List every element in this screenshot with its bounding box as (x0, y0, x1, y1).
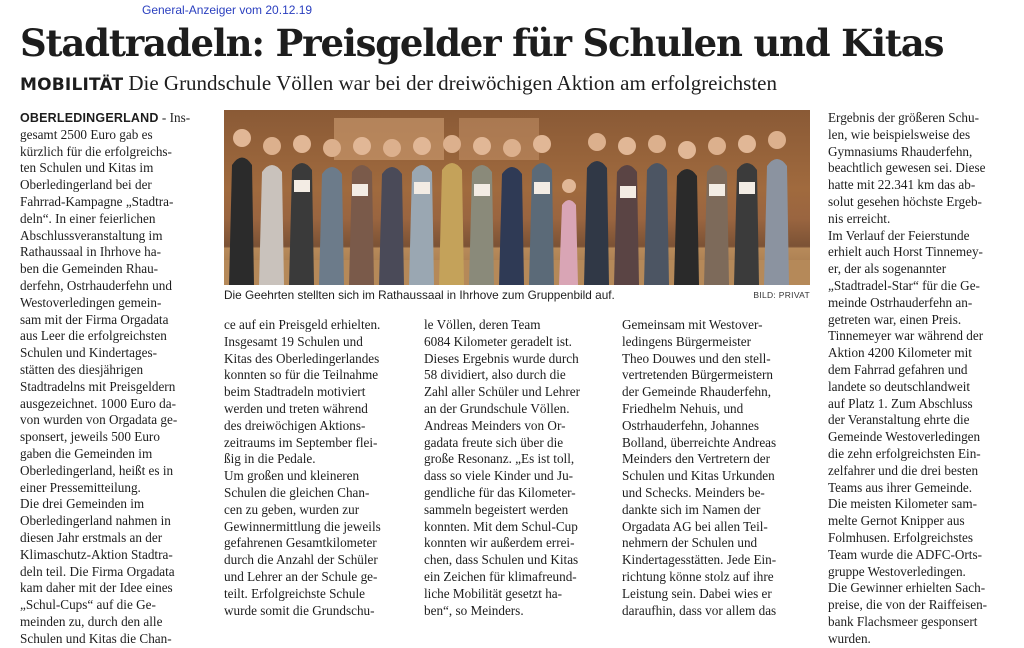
source-note: General-Anzeiger vom 20.12.19 (142, 3, 313, 17)
article-line: kürzlich für die erfolgreichs- (20, 143, 172, 159)
article-line: Team wurde die ADFC-Orts- (828, 546, 982, 562)
article-line: deln teil. Die Firma Orgadata (20, 563, 175, 579)
article-line: Oberledingerland bei der (20, 177, 152, 193)
article-line: Dieses Ergebnis wurde durch (424, 350, 579, 366)
article-line: erhielt auch Horst Tinnemey- (828, 244, 983, 260)
article-line: meinde Ostrhauderfehn an- (828, 294, 973, 310)
article-line: auf Platz 1. Zum Abschluss (828, 395, 973, 411)
article-line: kam daher mit der Idee eines (20, 580, 173, 596)
article-line: einer Pressemitteilung. (20, 479, 141, 495)
article-line: nehmern der Schulen und (622, 535, 758, 551)
article-line: ce auf ein Preisgeld erhielten. (224, 317, 381, 332)
article-line: der Veranstaltung ehrte die (828, 412, 970, 428)
group-photo-illustration (224, 110, 810, 285)
article-line: ausgezeichnet. 1000 Euro da- (20, 395, 176, 411)
article-line: konnten so für die Teilnahme (224, 367, 379, 383)
article-line: gruppe Westoverledingen. (828, 563, 966, 579)
article-line: le Völlen, deren Team (424, 317, 541, 332)
article-line: 6084 Kilometer geradelt ist. (424, 333, 572, 349)
article-line: cen zu geben, wurden zur (224, 501, 360, 517)
article-line: Kitas des Oberledingerlandes (224, 350, 380, 366)
article-line: hatte mit 22.341 km das ab- (828, 177, 976, 193)
article-line: Gymnasiums Rhauderfehn, (828, 143, 973, 159)
article-line: Leistung sein. Dabei wies er (622, 585, 772, 601)
article-line: 58 dividiert, also durch die (424, 367, 566, 383)
article-line: und Lehrer an der Schule ge- (224, 568, 378, 584)
article-line: diesen Jahr erstmals an der (20, 529, 163, 545)
article-line: der Gemeinde Rhauderfehn, (622, 384, 772, 400)
article-line: er, der als sogenannter (828, 261, 947, 277)
article-line: Im Verlauf der Feierstunde (828, 227, 970, 243)
article-line: Die Gewinner erhielten Sach- (828, 580, 986, 596)
article-line: dass so viele Kinder und Ju- (424, 468, 574, 484)
article-line: sammeln begeistert werden (424, 501, 569, 517)
article-line: und Schecks. Meinders be- (622, 484, 765, 500)
article-line: Klimaschutz-Aktion Stadtra- (20, 546, 173, 562)
article-line: Andreas Meinders von Or- (424, 417, 566, 433)
article-line: Folmhusen. Erfolgreichstes (828, 529, 974, 545)
article-line: Aktion 4200 Kilometer mit (828, 345, 972, 361)
article-line: Bolland, überreichte Andreas (622, 434, 777, 450)
article-line: stätten des diesjährigen (20, 361, 144, 377)
kicker: MOBILITÄT (20, 75, 124, 95)
article-line: Gemeinsam mit Westover- (622, 317, 763, 332)
article-line: „Stadtradel-Star“ für die Ge- (828, 277, 980, 293)
article-line: gaben die Gemeinden im (20, 445, 153, 461)
article-line: aus Leer die erfolgreichsten (20, 328, 167, 344)
article-line: „Schul-Cups“ auf die Ge- (20, 597, 156, 613)
article-line: ben“, so Meinders. (424, 602, 524, 618)
article-line: von wurden von Orgadata ge- (20, 412, 178, 428)
article-line: beachtlich gewesen sei. Diese (828, 160, 986, 176)
article-line: dem Fahrrad gefahren und (828, 361, 968, 377)
article-line: Schulen die gleichen Chan- (224, 484, 370, 500)
article-line: konnten wir außerdem errei- (424, 535, 575, 551)
article-line: Theo Douwes und den stell- (622, 350, 771, 366)
article-line: OBERLEDINGERLAND - Ins- (20, 110, 191, 125)
article-line: Teams aus ihrer Gemeinde. (828, 479, 973, 495)
article-line: durch die Anzahl der Schüler (224, 552, 378, 568)
article-line: des dreiwöchigen Aktions- (224, 417, 366, 433)
article-line: Westoverledingen gemein- (20, 294, 162, 310)
article-line: Schulen und Kitas Urkunden (622, 468, 775, 484)
article-line: große Resonanz. „Es ist toll, (424, 451, 575, 467)
article-line: solut gesehen höchste Ergeb- (828, 193, 982, 209)
article-line: Schulen und Kitas die Chan- (20, 630, 172, 646)
article-line: melte Gernot Knipper aus (828, 513, 965, 529)
photo-credit: BILD: PRIVAT (753, 290, 810, 300)
article-line: Die meisten Kilometer sam- (828, 496, 978, 512)
article-line: ein Zeichen für klimafreund- (424, 568, 577, 584)
article-line: richtung könne stolz auf ihre (622, 568, 774, 584)
article-line: ßig in die Pedale. (224, 451, 316, 467)
article-line: zelfahrer und die drei besten (828, 462, 979, 478)
article-line: gendliche für das Kilometer- (424, 484, 576, 500)
article-line: werden und treten während (224, 400, 368, 416)
article-line: Friedhelm Nehuis, und (622, 400, 744, 416)
article-line: Insgesamt 19 Schulen und (224, 333, 363, 349)
article-line: ben die Gemeinden Rhau- (20, 261, 159, 277)
article-column-5 (828, 110, 1018, 648)
article-line: Fahrrad-Kampagne „Stadtra- (20, 193, 174, 209)
article-line: Ergebnis der größeren Schu- (828, 110, 979, 125)
article-line: Rathaussaal in Ihrhove ha- (20, 244, 161, 260)
headline: Stadtradeln: Preisgelder für Schulen und Kitas (20, 21, 944, 65)
article-line: wurde somit die Grundschu- (224, 602, 375, 618)
subheadline-row (20, 69, 777, 97)
article-column-4 (622, 317, 812, 619)
article-line: daraufhin, dass vor allem das (622, 602, 777, 618)
article-line: Stadtradelns mit Preisgeldern (20, 378, 176, 394)
article-line: chen, dass Schulen und Kitas (424, 552, 579, 568)
article-line: Ostrhauderfehn, Johannes (622, 417, 759, 433)
article-line: sam mit der Firma Orgadata (20, 311, 169, 327)
article-line: Tinnemeyer war während der (828, 328, 984, 344)
article-line: Gewinnermittlung die jeweils (224, 518, 381, 534)
article-line: Schulen und Kindertages- (20, 345, 157, 361)
article-line: vertretenden Bürgermeistern (622, 367, 773, 383)
article-line: derfehn, Ostrhauderfehn und (20, 277, 172, 293)
article-line: gefahrenen Gesamtkilometer (224, 535, 377, 551)
article-line: Orgadata AG bei allen Teil- (622, 518, 768, 534)
article-line: Gemeinde Westoverledingen (828, 429, 981, 445)
article-line: Kindertagesstätten. Jede Ein- (622, 552, 777, 568)
article-line: an der Grundschule Völlen. (424, 400, 570, 416)
article-line: wurden. (828, 630, 871, 646)
article-line: zeitraums im September flei- (224, 434, 378, 450)
article-line: ten Schulen und Kitas im (20, 160, 154, 176)
article-line: teilt. Erfolgreichste Schule (224, 585, 365, 601)
photo-caption-row (224, 288, 810, 304)
article-line: len, wie beispielsweise des (828, 126, 971, 142)
article-column-3 (424, 317, 614, 619)
article-line: Meinders den Vertretern der (622, 451, 771, 467)
article-line: Die drei Gemeinden im (20, 496, 145, 512)
article-line: sponsert, jeweils 500 Euro (20, 429, 160, 445)
article-line: deln“. In einer feierlichen (20, 210, 156, 226)
article-line: Zahl aller Schüler und Lehrer (424, 384, 580, 400)
article-line: Oberledingerland nahmen in (20, 513, 171, 529)
article-line: gadata freute sich über die (424, 434, 564, 450)
article-line: liche Mobilität gesetzt ha- (424, 585, 563, 601)
subheadline: Die Grundschule Völlen war bei der dreiwöchigen Aktion am erfolgreichsten (128, 71, 777, 95)
article-column-1 (20, 110, 214, 648)
article-line: dankte sich im Namen der (622, 501, 761, 517)
article-line: ledingens Bürgermeister (622, 333, 752, 349)
article-line: Oberledingerland, heißt es in (20, 462, 174, 478)
article-line: beim Stadtradeln motiviert (224, 384, 366, 400)
article-line: meinden zu, durch den alle (20, 613, 163, 629)
article-line: Abschlussveranstaltung im (20, 227, 163, 243)
article-line: konnten. Mit dem Schul-Cup (424, 518, 578, 534)
group-photo (224, 110, 810, 285)
article-line: getreten war, einen Preis. (828, 311, 962, 327)
photo-caption: Die Geehrten stellten sich im Rathaussaal in Ihrhove zum Gruppenbild auf. (224, 288, 615, 302)
article-line: die zehn erfolgreichsten Ein- (828, 445, 981, 461)
article-line: Um großen und kleineren (224, 468, 360, 484)
dateline: OBERLEDINGERLAND (20, 111, 159, 125)
article-line: landete so deutschlandweit (828, 378, 971, 394)
article-line: gesamt 2500 Euro gab es (20, 126, 153, 142)
article-line: nis erreicht. (828, 210, 891, 226)
article-line: preise, die von der Raiffeisen- (828, 597, 988, 613)
article-column-2 (224, 317, 414, 619)
article-line: bank Flachsmeer gesponsert (828, 613, 978, 629)
